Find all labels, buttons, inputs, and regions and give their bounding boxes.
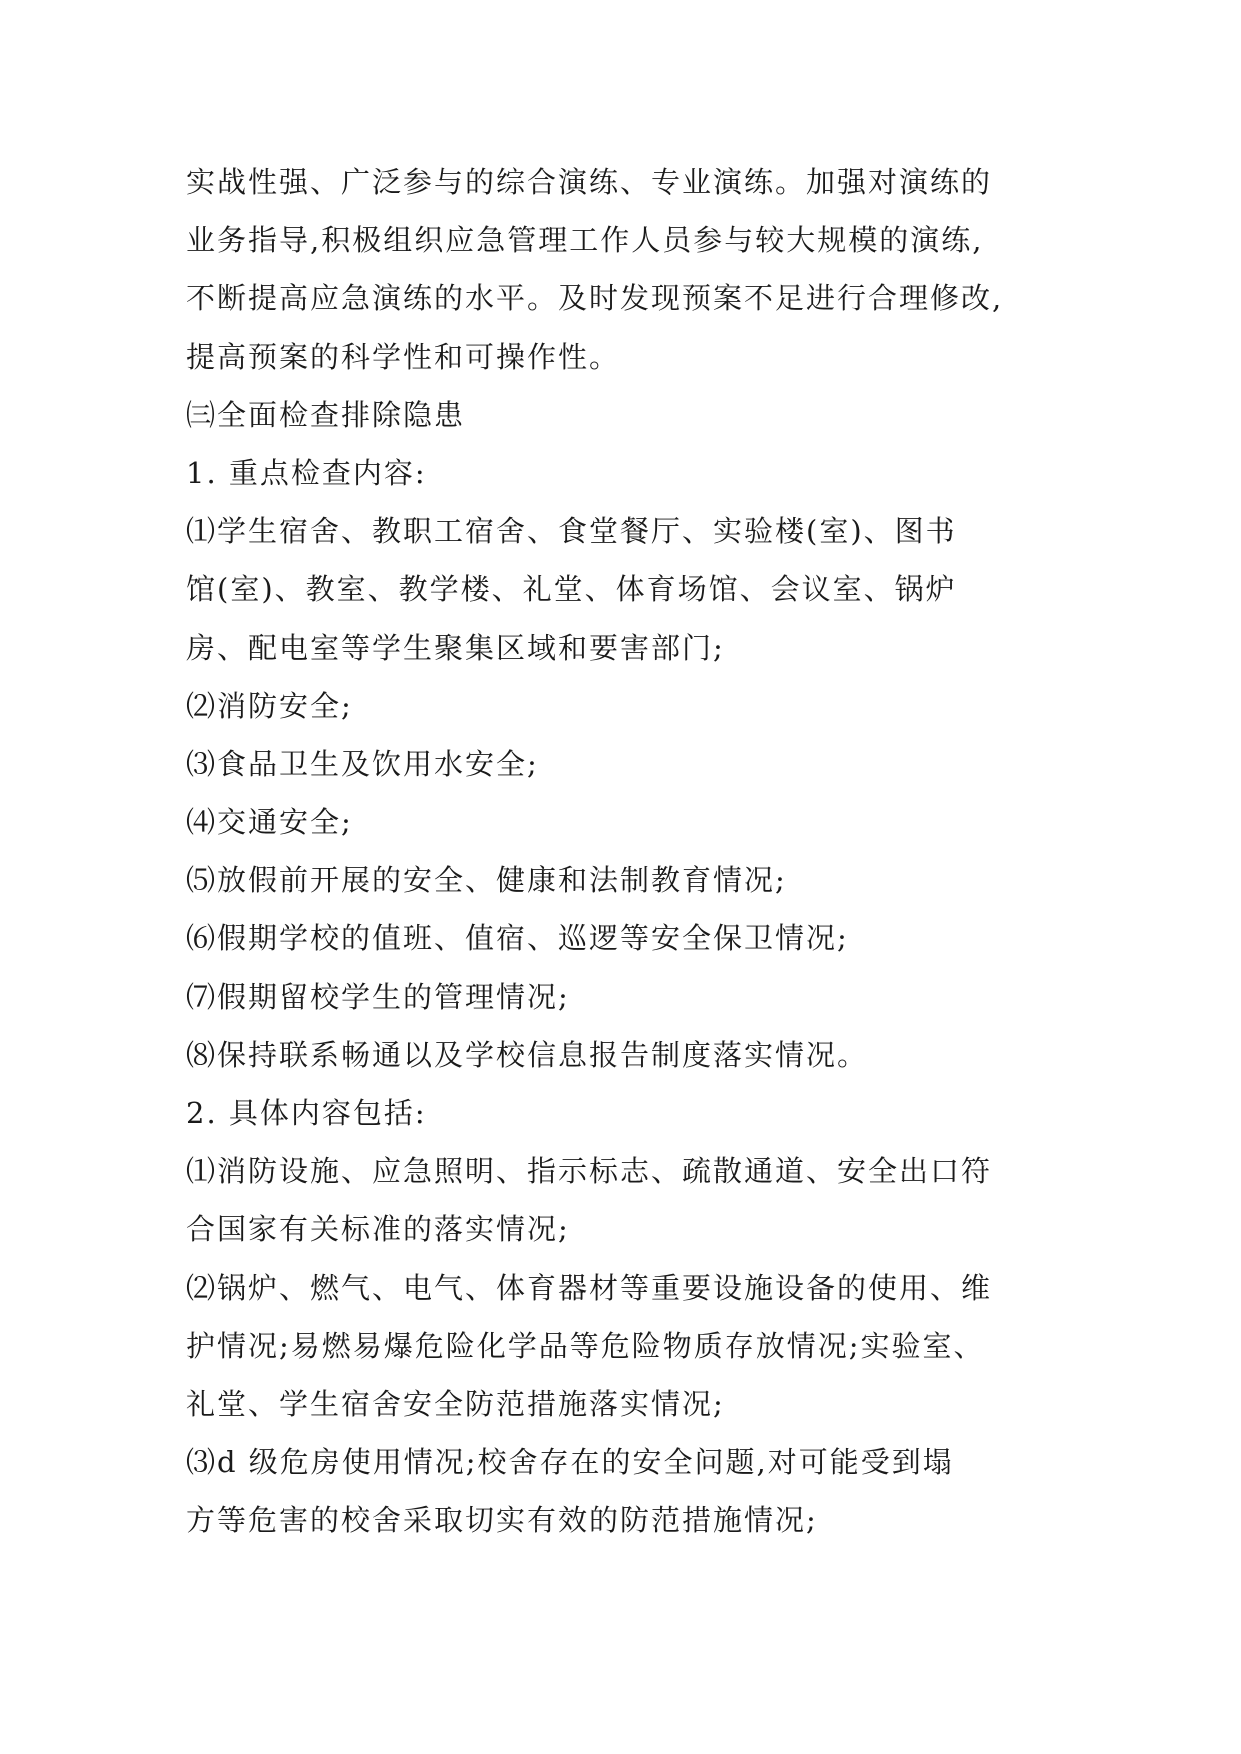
list-item: ⑴消防设施、应急照明、指示标志、疏散通道、安全出口符 bbox=[186, 1154, 993, 1189]
list-item: ⑸放假前开展的安全、健康和法制教育情况; bbox=[186, 863, 787, 898]
text-line: 不断提高应急演练的水平。及时发现预案不足进行合理修改, bbox=[186, 281, 1004, 316]
list-item-continuation: 房、配电室等学生聚集区域和要害部门; bbox=[186, 630, 725, 665]
list-item-continuation: 合国家有关标准的落实情况; bbox=[186, 1212, 570, 1247]
list-item: ⑷交通安全; bbox=[186, 805, 353, 840]
list-item: ⑺假期留校学生的管理情况; bbox=[186, 979, 570, 1014]
list-item: ⑵消防安全; bbox=[186, 688, 353, 723]
list-item: ⑶d 级危房使用情况;校舍存在的安全问题,对可能受到塌 bbox=[186, 1445, 954, 1480]
list-item: ⑶食品卫生及饮用水安全; bbox=[186, 746, 539, 781]
text-line: 业务指导,积极组织应急管理工作人员参与较大规模的演练, bbox=[186, 223, 984, 258]
list-item-continuation: 馆(室)、教室、教学楼、礼堂、体育场馆、会议室、锅炉 bbox=[186, 572, 957, 607]
list-item-continuation: 方等危害的校舍采取切实有效的防范措施情况; bbox=[186, 1503, 818, 1538]
body-text bbox=[186, 153, 1086, 1550]
list-item: ⑴学生宿舍、教职工宿舍、食堂餐厅、实验楼(室)、图书 bbox=[186, 514, 957, 549]
text-line: 提高预案的科学性和可操作性。 bbox=[186, 339, 621, 374]
section-heading: ㈢全面检查排除隐患 bbox=[186, 397, 466, 432]
list-item: ⑵锅炉、燃气、电气、体育器材等重要设施设备的使用、维 bbox=[186, 1270, 993, 1305]
list-item-continuation: 护情况;易燃易爆危险化学品等危险物质存放情况;实验室、 bbox=[186, 1328, 985, 1363]
list-item: ⑻保持联系畅通以及学校信息报告制度落实情况。 bbox=[186, 1037, 869, 1072]
list-item: ⑹假期学校的值班、值宿、巡逻等安全保卫情况; bbox=[186, 921, 849, 956]
subsection-heading: 1. 重点检查内容: bbox=[186, 455, 427, 490]
subsection-heading: 2. 具体内容包括: bbox=[186, 1096, 427, 1130]
text-line: 实战性强、广泛参与的综合演练、专业演练。加强对演练的 bbox=[186, 165, 993, 199]
list-item-continuation: 礼堂、学生宿舍安全防范措施落实情况; bbox=[186, 1386, 725, 1421]
